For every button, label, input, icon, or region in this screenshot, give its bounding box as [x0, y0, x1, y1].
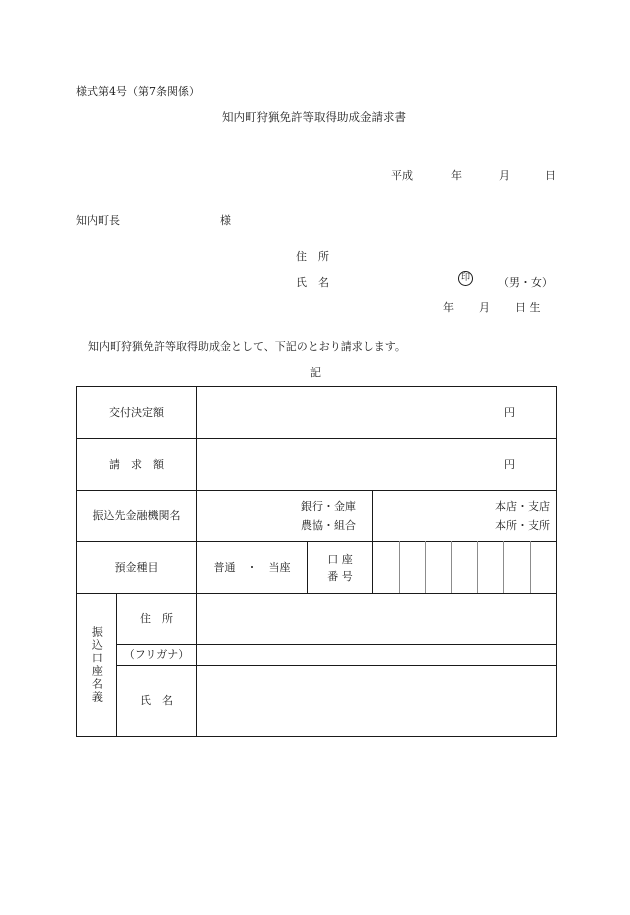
date-month: 月: [499, 169, 510, 182]
branch-type-2: 本所・支所: [495, 519, 550, 532]
date-era: 平成: [391, 169, 413, 182]
deposit-type-options[interactable]: 普通 ・ 当座: [213, 560, 291, 574]
applicant-address-label: 住 所: [296, 250, 329, 263]
holder-name-field[interactable]: [197, 666, 556, 736]
claim-amount-field[interactable]: [197, 439, 556, 490]
holder-group-text: 振込口座名義: [90, 626, 104, 704]
seal-mark: 印: [458, 271, 473, 286]
bank-type-2: 農協・組合: [301, 519, 356, 532]
bank-name-field[interactable]: [197, 491, 372, 541]
holder-address-field[interactable]: [197, 594, 556, 644]
date-year: 年: [451, 169, 462, 182]
page-title: 知内町狩猟免許等取得助成金請求書: [222, 110, 406, 124]
birth-month: 月: [479, 301, 490, 314]
account-number-digits[interactable]: [373, 542, 556, 593]
claim-amount-unit: 円: [504, 457, 515, 471]
account-number-label: [308, 542, 372, 593]
holder-name-label: 氏 名: [140, 694, 173, 708]
date-day: 日: [545, 169, 556, 182]
grant-decision-unit: 円: [504, 405, 515, 419]
holder-furigana-field[interactable]: [197, 645, 556, 665]
addressee-name: 知内町長: [76, 214, 120, 227]
bank-type-1: 銀行・金庫: [301, 500, 356, 513]
grant-decision-label: 交付決定額: [109, 405, 164, 419]
account-number-label-2: 番 号: [327, 569, 353, 583]
applicant-name-label: 氏 名: [296, 276, 329, 289]
holder-address-label: 住 所: [140, 612, 173, 626]
claim-amount-label: 請 求 額: [109, 457, 164, 471]
applicant-gender: （男・女）: [498, 276, 553, 289]
form-number: 様式第4号（第7条関係）: [76, 85, 200, 98]
branch-name-field[interactable]: [373, 491, 556, 541]
branch-type-1: 本店・支店: [495, 500, 550, 513]
bank-label: 振込先金融機関名: [92, 509, 181, 523]
birth-year: 年: [443, 301, 454, 314]
holder-group-label: [77, 594, 116, 736]
deposit-type-label: 預金種目: [114, 560, 159, 574]
addressee-honorific: 様: [220, 214, 231, 227]
birth-day: 日 生: [515, 301, 541, 314]
grant-decision-field[interactable]: [197, 387, 556, 438]
request-statement: 知内町狩猟免許等取得助成金として、下記のとおり請求します。: [88, 340, 406, 353]
account-number-label-1: 口 座: [327, 552, 353, 566]
note-heading: 記: [310, 366, 321, 379]
holder-furigana-label: （フリガナ）: [123, 648, 190, 662]
